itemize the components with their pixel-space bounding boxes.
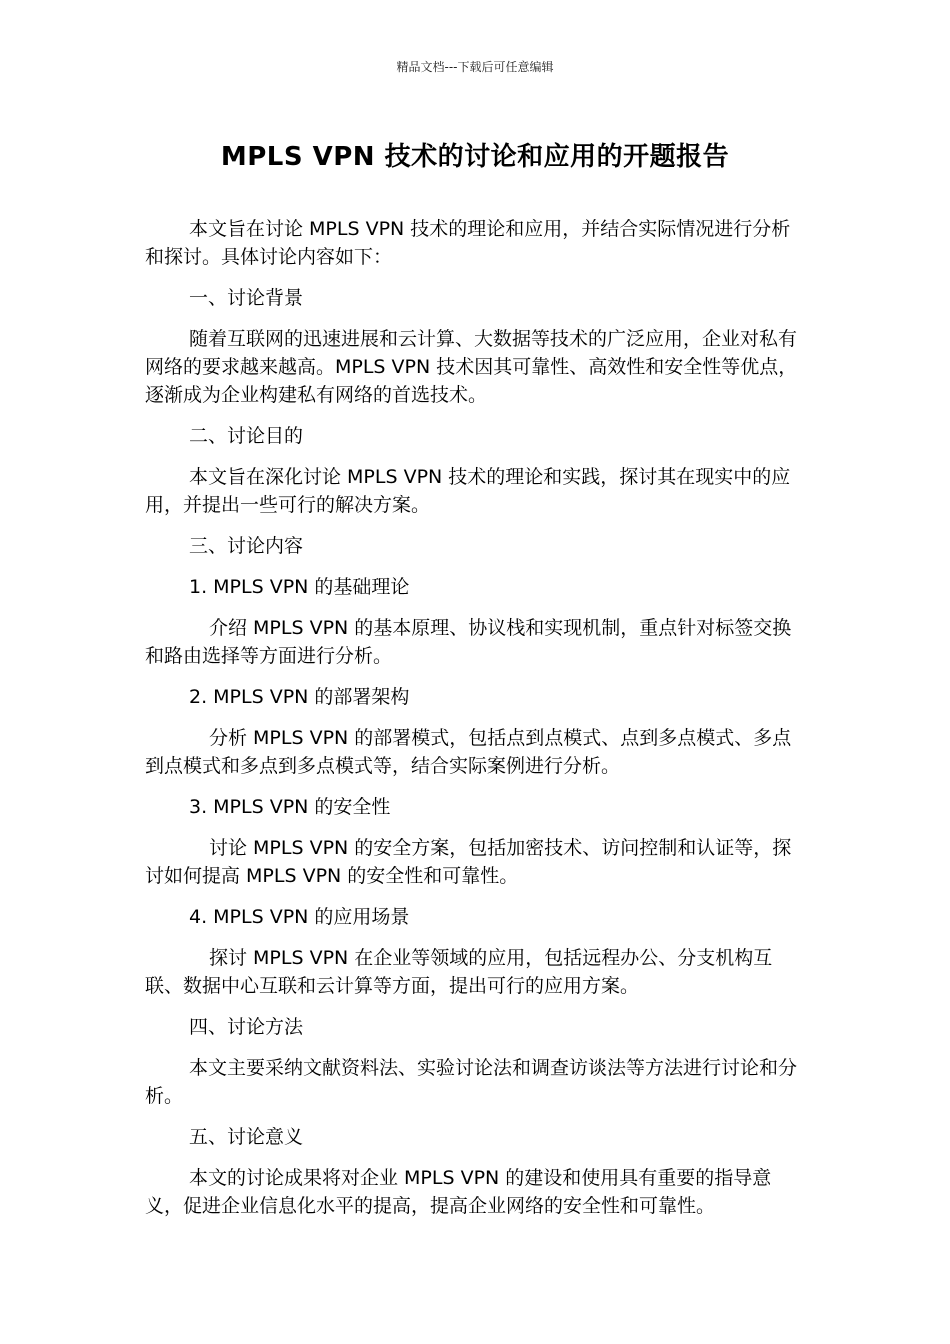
background-paragraph: 随着互联网的迅速进展和云计算、大数据等技术的广泛应用，企业对私有网络的要求越来越高。MPLS VPN 技术因其可靠性、高效性和安全性等优点，逐渐成为企业构建私有网络的首选技术。	[145, 328, 798, 406]
section-heading-significance: 五、讨论意义	[189, 1126, 304, 1148]
scenarios-paragraph: 探讨 MPLS VPN 在企业等领域的应用，包括远程办公、分支机构互联、数据中心互联和云计算等方面，提出可行的应用方案。	[145, 947, 773, 997]
section-heading-background: 一、讨论背景	[189, 287, 304, 309]
basic-theory-paragraph: 介绍 MPLS VPN 的基本原理、协议栈和实现机制，重点针对标签交换和路由选择等方面进行分析。	[145, 617, 792, 667]
document-body	[145, 215, 805, 1233]
purpose-paragraph: 本文旨在深化讨论 MPLS VPN 技术的理论和实践，探讨其在现实中的应用，并提出一些可行的解决方案。	[145, 466, 791, 516]
section-heading-content: 三、讨论内容	[189, 535, 304, 557]
intro-paragraph: 本文旨在讨论 MPLS VPN 技术的理论和应用，并结合实际情况进行分析和探讨。具体讨论内容如下：	[145, 218, 791, 268]
security-paragraph: 讨论 MPLS VPN 的安全方案，包括加密技术、访问控制和认证等，探讨如何提高 MPLS VPN 的安全性和可靠性。	[145, 837, 792, 887]
subheading-security: 3. MPLS VPN 的安全性	[189, 796, 391, 818]
document-title: MPLS VPN 技术的讨论和应用的开题报告	[220, 142, 730, 172]
subheading-deployment: 2. MPLS VPN 的部署架构	[189, 686, 410, 708]
deployment-paragraph: 分析 MPLS VPN 的部署模式，包括点到点模式、点到多点模式、多点到点模式和多点到多点模式等，结合实际案例进行分析。	[145, 727, 792, 777]
significance-paragraph: 本文的讨论成果将对企业 MPLS VPN 的建设和使用具有重要的指导意义，促进企业信息化水平的提高，提高企业网络的安全性和可靠性。	[145, 1167, 772, 1217]
methods-paragraph: 本文主要采纳文献资料法、实验讨论法和调查访谈法等方法进行讨论和分析。	[145, 1057, 798, 1107]
section-heading-purpose: 二、讨论目的	[189, 425, 304, 447]
subheading-scenarios: 4. MPLS VPN 的应用场景	[189, 906, 410, 928]
subheading-basic-theory: 1. MPLS VPN 的基础理论	[189, 576, 410, 598]
section-heading-methods: 四、讨论方法	[189, 1016, 304, 1038]
page-header: 精品文档---下载后可任意编辑	[396, 60, 554, 74]
